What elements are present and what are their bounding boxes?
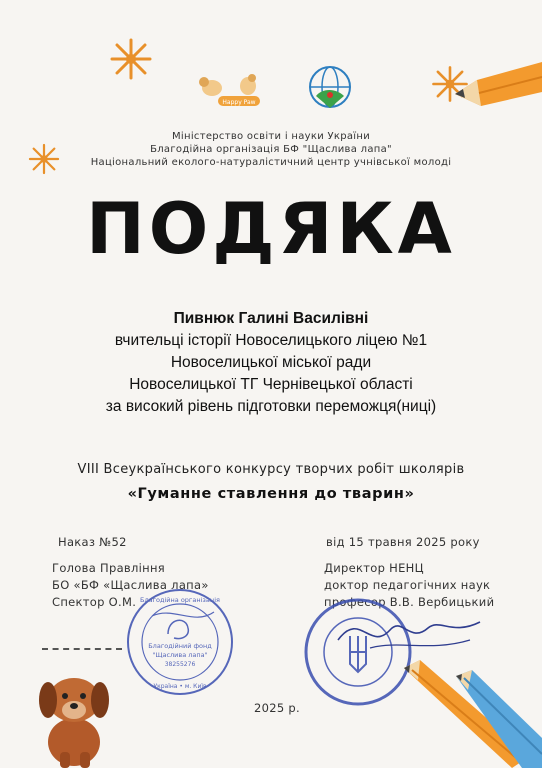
org-foundation: Благодійна організація БФ "Щаслива лапа" — [150, 144, 392, 155]
signature-mark — [330, 600, 490, 660]
globe-logo-icon — [302, 62, 358, 112]
org-center: Національний еколого-натуралістичний центр учнівської молоді — [90, 157, 452, 168]
date: від 15 травня 2025 року — [326, 535, 480, 549]
page-title: ПОДЯКА — [86, 188, 456, 270]
happy-paw-label: Happy Paw — [222, 99, 256, 106]
dog-icon — [30, 660, 120, 768]
stamp-left-code: 38255276 — [164, 661, 196, 668]
contest-name: «Гуманне ставлення до тварин» — [127, 486, 415, 502]
signature-line — [42, 648, 122, 650]
order-number: Наказ №52 — [58, 535, 127, 549]
stamp-left-bottom: Україна • м. Київ — [153, 683, 207, 690]
stamp-icon — [124, 586, 236, 698]
stamp-left-middle: Благодійний фонд — [148, 642, 212, 650]
recipient-line: Новоселицької міської ради — [170, 354, 372, 371]
signatory-right-name: професор В.В. Вербицький — [324, 595, 495, 609]
signatory-left-position: Голова Правління — [52, 561, 165, 575]
signatory-left-org: БО «БФ «Щаслива лапа» — [52, 578, 209, 592]
happy-paw-logo — [190, 72, 270, 108]
org-ministry: Міністерство освіти і науки України — [171, 131, 371, 142]
signatory-left-name: Спектор О.М. — [52, 595, 137, 609]
star-icon — [108, 36, 154, 82]
stamp-left-middle: "Щаслива лапа" — [152, 651, 208, 659]
dog-icon — [190, 72, 270, 108]
signatory-right-degree: доктор педагогічних наук — [324, 578, 491, 592]
contest-line: VIII Всеукраїнського конкурсу творчих робіт школярів — [77, 462, 465, 477]
recipient-name: Пивнюк Галині Василівні — [173, 310, 369, 327]
pencil-icon — [455, 58, 542, 118]
recipient-line: Новоселицької ТГ Чернівецької області — [129, 376, 413, 393]
signatory-right-position: Директор НЕНЦ — [324, 561, 424, 575]
recipient-line: за високий рівень підготовки переможця(ниці) — [105, 398, 437, 415]
recipient-block — [0, 308, 542, 418]
recipient-line: вчительці історії Новоселицького ліцею №1 — [114, 332, 428, 349]
organizations-block — [0, 130, 542, 169]
pencil-icon — [452, 668, 542, 768]
year: 2025 р. — [254, 701, 300, 715]
stamp-left-top: Благодійна організація — [140, 596, 220, 604]
